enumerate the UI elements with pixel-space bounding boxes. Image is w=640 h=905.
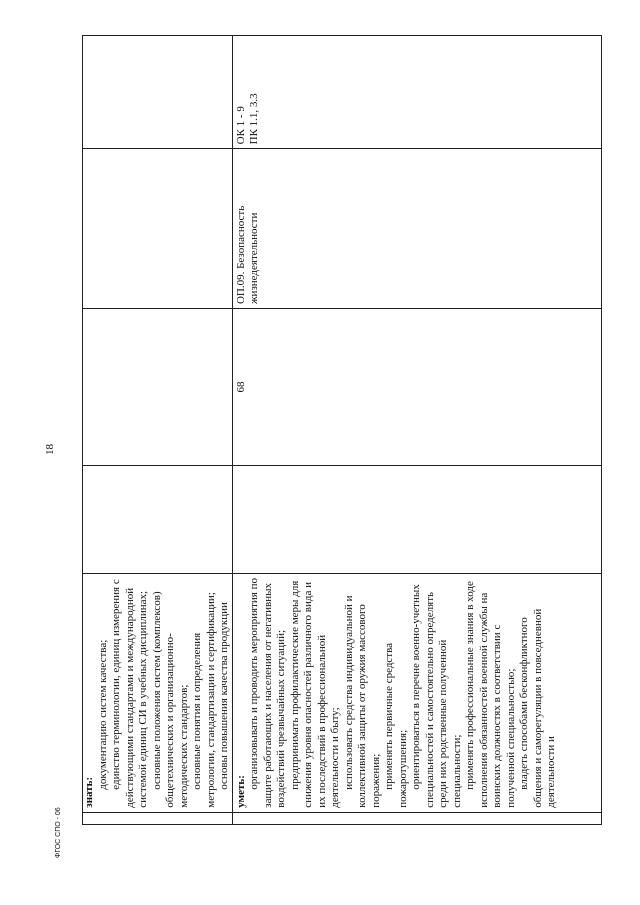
requirement-line: ориентироваться в перечне военно-учетных специальностей и самостоятельно определять среди них родственные полученной специальности; [410,584,463,808]
requirement-line: применять первичные средства пожаротушения; [383,642,409,808]
requirement-line: документацию систем качества; [96,639,109,790]
requirement-line: организовывать и проводить мероприятия по защите работающих и населения от негативных воздействий чрезвычайных ситуаций; [248,578,287,808]
requirements-cell-can [232,573,602,812]
hours-cell: 68 [232,309,602,466]
index-cell [232,812,602,824]
index-cell [83,812,233,824]
requirements-cell-know [83,573,233,812]
requirement-line: владеть способами бесконфликтного общения и саморегуляции в повседневной деятельности и [518,608,557,808]
requirement-line: основные понятия и определения метрологии, стандартизации и сертификации; [191,592,217,808]
table-row [83,36,233,825]
requirement-line: использовать средства индивидуальной и коллективной защиты от оружия массового поражения; [342,595,382,808]
competency-cell [83,36,233,149]
can-heading: уметь: [234,775,247,808]
requirement-line: единство терминологии, единиц измерения с действующими стандартами и международной системой единиц СИ в учебных дисциплинах; [110,579,149,808]
total-hours-cell [232,466,602,574]
requirement-line: основы повышения качества продукции [218,602,230,790]
requirement-line: применять профессиональные знания в ходе исполнения обязанностей военной службы на воинских должностях в соответствии с полученной специальностью; [464,581,517,808]
competency-cell: ОК 1 - 9 ПК 1.1, 3.3 [232,36,602,149]
total-hours-cell [83,466,233,574]
requirement-line: предпринимать профилактические меры для снижения уровня опасностей различного вида и их последствий в профессиональной деятельности и быту; [288,580,341,808]
know-heading: знать: [83,776,95,808]
hours-cell [83,309,233,466]
discipline-cell: ОП.09. Безопасность жизнедеятельности [232,149,602,309]
table-row [232,36,602,825]
competency-table [82,35,602,825]
footer-label: ФГОС СПО - 06 [55,807,62,858]
discipline-cell [83,149,233,309]
requirement-line: основные положения систем (комплексов) общетехнических и организационно-методических стандартов; [150,591,190,808]
page-number: 18 [44,444,56,455]
